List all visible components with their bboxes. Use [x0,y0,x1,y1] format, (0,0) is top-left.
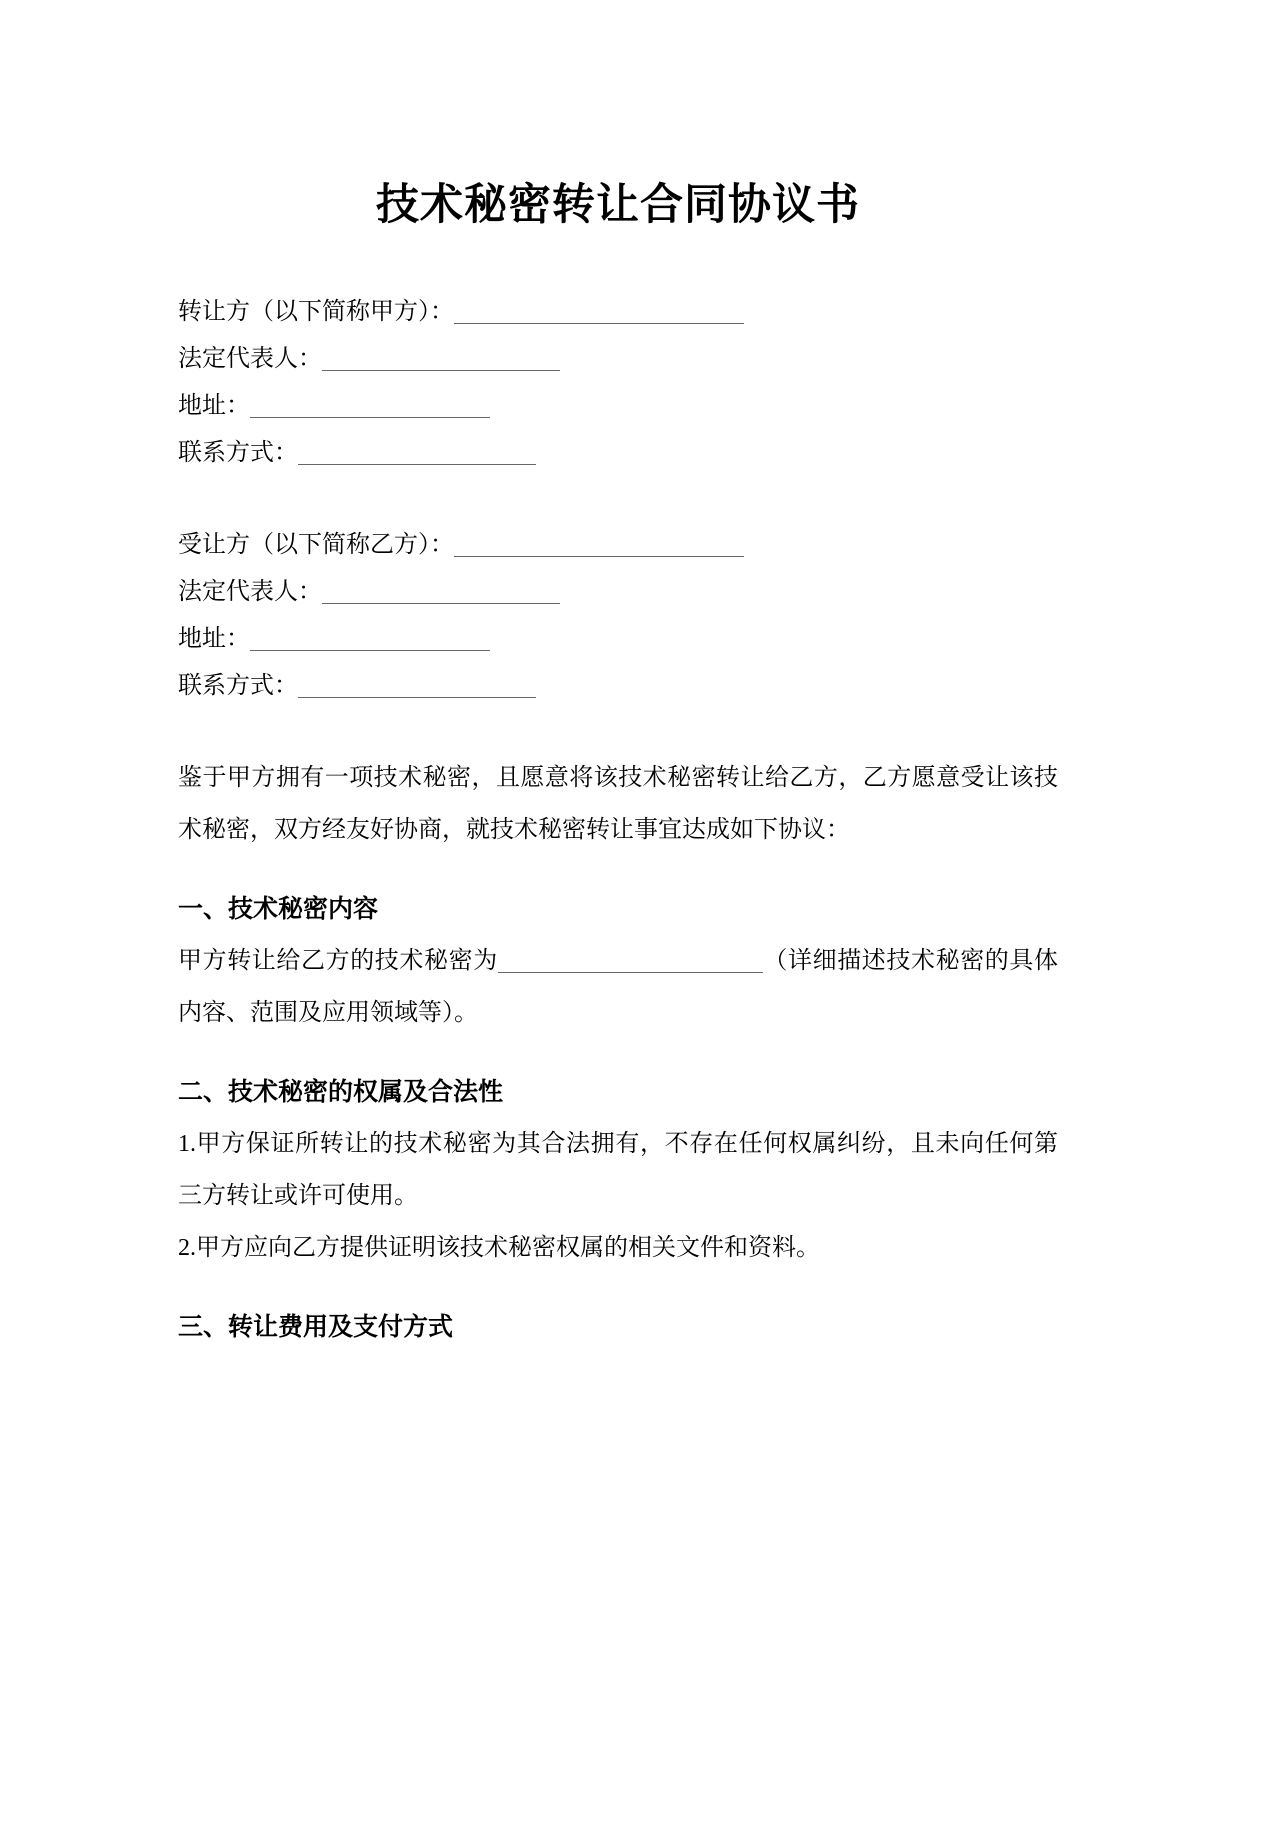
party-b-contact-label: 联系方式： [178,673,298,699]
party-a-address-label: 地址： [178,393,250,419]
section-2-heading: 二、技术秘密的权属及合法性 [178,1078,504,1106]
section-1-text-after-blank: （详细描述技术秘密的具体内容、范围及应用领域等）。 [178,948,1059,1026]
contract-document [0,175,1058,1353]
party-a-rep-label: 法定代表人： [178,346,322,372]
document-title: 技术秘密转让合同协议书 [376,182,860,229]
party-b-address-row [178,616,1058,663]
party-a-address-blank [250,393,490,418]
section-1-body [178,935,1058,1039]
section-2-item-2: 2.甲方应向乙方提供证明该技术秘密权属的相关文件和资料。 [178,1235,820,1261]
party-a-name-row [178,289,1058,336]
section-1-heading: 一、技术秘密内容 [178,895,379,923]
party-a-address-row [178,383,1058,430]
party-a-block [178,289,1058,477]
party-b-block [178,522,1058,710]
party-a-contact-row [178,430,1058,477]
party-b-name-blank [454,532,744,557]
party-a-rep-row [178,336,1058,383]
party-b-address-blank [250,626,490,651]
section-2-item-1: 1.甲方保证所转让的技术秘密为其合法拥有，不存在任何权属纠纷，且未向任何第三方转让或许可使用。 [178,1131,1058,1209]
party-b-address-label: 地址： [178,626,250,652]
party-a-name-label: 转让方（以下简称甲方）： [178,299,454,325]
party-b-rep-blank [322,579,560,604]
preamble-paragraph: 鉴于甲方拥有一项技术秘密，且愿意将该技术秘密转让给乙方，乙方愿意受让该技术秘密，双方经友好协商，就技术秘密转让事宜达成如下协议： [178,765,1058,843]
party-b-rep-row [178,569,1058,616]
party-a-rep-blank [322,346,560,371]
party-b-contact-blank [298,673,536,698]
party-b-name-label: 受让方（以下简称乙方）： [178,532,454,558]
party-b-contact-row [178,663,1058,710]
technical-secret-blank [498,948,763,973]
party-a-contact-blank [298,440,536,465]
party-b-rep-label: 法定代表人： [178,579,322,605]
party-a-name-blank [454,299,744,324]
party-b-name-row [178,522,1058,569]
party-a-contact-label: 联系方式： [178,440,298,466]
section-1-text-before-blank: 甲方转让给乙方的技术秘密为 [178,948,498,974]
section-3-heading: 三、转让费用及支付方式 [178,1313,454,1341]
